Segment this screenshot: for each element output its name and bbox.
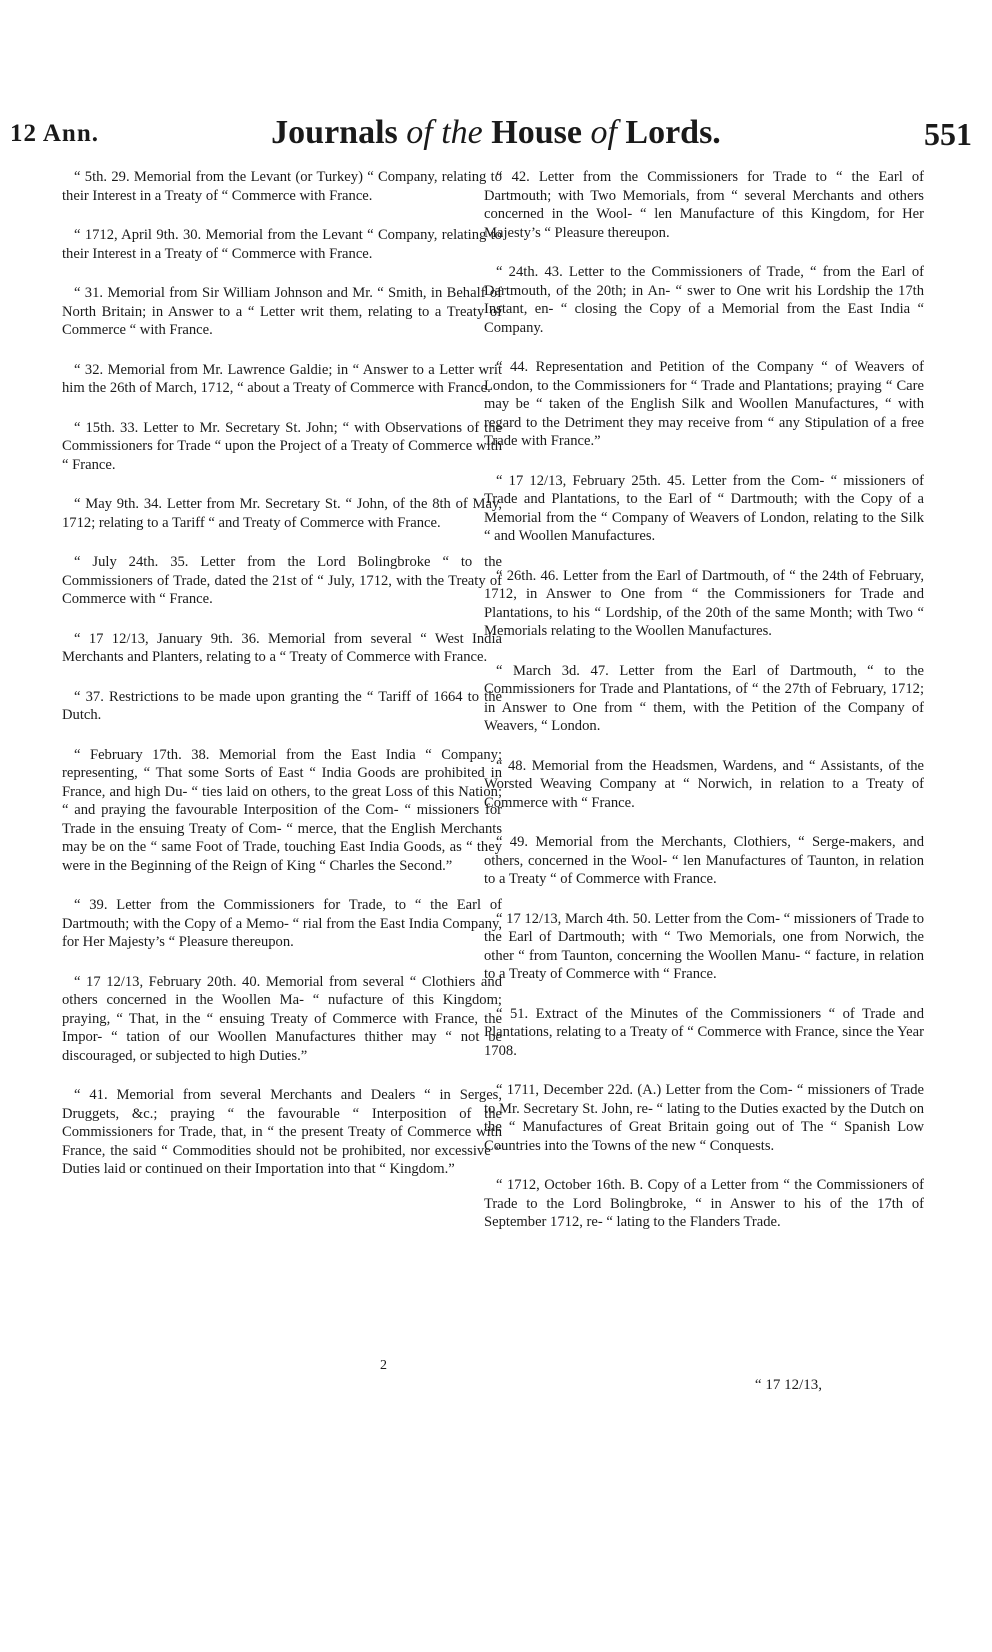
journal-entry: “ July 24th. 35. Letter from the Lord Bolingbroke “ to the Commissioners of Trade, dated the 21st of “ July, 1712, with the Treaty of Commerce with “ France. (62, 554, 502, 607)
journal-entry: “ 1712, April 9th. 30. Memorial from the Levant “ Company, relating to their Interest in a Treaty of “ Commerce with France. (62, 227, 502, 262)
journal-entry: “ 17 12/13, March 4th. 50. Letter from the Com- “ missioners of Trade to the Earl of Dartmouth; with “ Two Memorials, one from Norwich, the other “ from Taunton, concerning the Woollen Manu- “ facture, in relation to a Treaty of Commerce with “ France. (484, 910, 924, 982)
journal-entry: “ 1712, October 16th. B. Copy of a Letter from “ the Commissioners of Trade to the Lord Bolingbroke, “ in Answer to his of the 17th of September 1712, re- “ lating to the Flanders Trade. (484, 1177, 924, 1230)
journal-entry: “ 49. Memorial from the Merchants, Clothiers, “ Serge-makers, and others, concerned in the Wool- “ len Manufactures of Taunton, in relation to a Treaty “ of Commerce with France. (484, 834, 924, 887)
journal-entry: “ 32. Memorial from Mr. Lawrence Galdie; in “ Answer to a Letter writ him the 26th of March, 1712, “ about a Treaty of Commerce with France. (62, 361, 502, 396)
journal-title (0, 114, 992, 152)
journal-entry: “ 26th. 46. Letter from the Earl of Dartmouth, of “ the 24th of February, 1712, in Answer to One from “ the Commissioners for Trade and Plantations, to his “ Lordship, of the 20th of the same Month; with Two “ Memorials relating to the Woollen Manufactures. (484, 567, 924, 639)
page-number: 551 (924, 116, 972, 152)
catchword: “ 17 12/13, (754, 1377, 822, 1393)
right-column (484, 168, 924, 1253)
journal-entry: “ 44. Representation and Petition of the Company “ of Weavers of London, to the Commissioners for “ Trade and Plantations; praying “ Care may be “ taken of the English Silk and Woollen Manufactures, “ with regard to the Detriment they may receive from “ any Stipulation of a free Trade with France.” (484, 359, 924, 449)
journal-entry: “ 17 12/13, February 20th. 40. Memorial from several “ Clothiers and others concerned in the Woollen Ma- “ nufacture of this Kingdom; praying, “ That, in the “ ensuing Treaty of Commerce with France, the Impor- “ tation of our Woollen Manufactures thither may “ not be discouraged, or subjected to high Duties.” (62, 973, 502, 1064)
journal-entry: “ March 3d. 47. Letter from the Earl of Dartmouth, “ to the Commissioners for Trade and Plantations, of “ the 27th of February, 1712; in Answer to One from “ them, with the Petition of the Company of Weavers, “ London. (484, 662, 924, 734)
journal-entry: “ 51. Extract of the Minutes of the Commissioners “ of Trade and Plantations, relating to a Treaty of “ Commerce with France, since the Year 1708. (484, 1005, 924, 1059)
journal-entry: “ May 9th. 34. Letter from Mr. Secretary St. “ John, of the 8th of May, 1712; relating to a Tariff “ and Treaty of Commerce with France. (62, 496, 502, 531)
journal-entry: “ 24th. 43. Letter to the Commissioners of Trade, “ from the Earl of Dartmouth, of the 20th; in An- “ swer to One writ his Lordship the 17th Instant, en- “ closing the Copy of a Memorial from the East India “ Company. (484, 264, 924, 336)
journal-entry: “ 37. Restrictions to be made upon granting the “ Tariff of 1664 to the Dutch. (62, 688, 502, 723)
journal-entry: “ 41. Memorial from several Merchants and Dealers “ in Serges, Druggets, &c.; praying “ the favourable “ Interposition of the Commissioners for Trade, that, in “ the present Treaty of Commerce with France, the said “ Commodities should not be prohibited, nor excessive “ Duties laid or continued on their Importation into that “ Kingdom.” (62, 1087, 502, 1177)
title-part: of the (406, 114, 483, 151)
journal-entry: “ 42. Letter from the Commissioners for Trade to “ the Earl of Dartmouth; with Two Memorials, from “ several Merchants and others concerned in the Wool- “ len Manufacture of this Kingdom, for Her Majesty’s “ Pleasure thereupon. (484, 169, 924, 241)
title-part: Journals (271, 114, 398, 151)
journal-entry: “ 15th. 33. Letter to Mr. Secretary St. John; “ with Observations of the Commissioners for Trade “ upon the Project of a Treaty of Commerce with “ France. (62, 419, 502, 473)
journal-entry: “ 5th. 29. Memorial from the Levant (or Turkey) “ Company, relating to their Interest in a Treaty of “ Commerce with France. (62, 169, 502, 204)
journal-entry: “ 17 12/13, January 9th. 36. Memorial from several “ West India Merchants and Planters, relating to a “ Treaty of Commerce with France. (62, 630, 502, 665)
title-part: of (590, 114, 617, 151)
regnal-year: 12 Ann. (10, 120, 99, 147)
journal-entry: “ February 17th. 38. Memorial from the East India “ Company; representing, “ That some Sorts of East “ India Goods are prohibited in France, and high Du- “ ties laid on others, to the great Loss of this Nation; “ and praying the favourable Interposition of the Com- “ missioners for Trade in the ensuing Treaty of Com- “ merce, that the English Merchants may be on the “ same Foot of Trade, touching East India Goods, as “ they were in the Beginning of the Reign of King “ Charles the Second.” (62, 746, 502, 874)
journal-entry: “ 1711, December 22d. (A.) Letter from the Com- “ missioners of Trade to Mr. Secretary St. John, re- “ lating to the Duties exacted by the Dutch on the “ Manufactures of Great Britain going out of The “ Spanish Low Countries into the Towns of the new “ Conquests. (484, 1082, 924, 1154)
journal-entry: “ 17 12/13, February 25th. 45. Letter from the Com- “ missioners of Trade and Plantations, to the Earl of “ Dartmouth; with the Copy of a Memorial from the “ Company of Weavers of London, relating to the Silk “ and Woollen Manufactures. (484, 472, 924, 544)
title-part: House (491, 114, 582, 151)
journal-entry: “ 31. Memorial from Sir William Johnson and Mr. “ Smith, in Behalf of North Britain; in Answer to a “ Letter writ them, relating to a Treaty of Commerce “ with France. (62, 285, 502, 338)
journal-entry: “ 39. Letter from the Commissioners for Trade, to “ the Earl of Dartmouth; with the Copy of a Memo- “ rial from the East India Company, for Her Majesty’s “ Pleasure thereupon. (62, 897, 502, 950)
title-part: Lords. (625, 114, 721, 151)
signature-mark: 2 (380, 1358, 387, 1373)
page-header (0, 96, 992, 156)
journal-entry: “ 48. Memorial from the Headsmen, Wardens, and “ Assistants, of the Worsted Weaving Company at “ Norwich, in relation to a Treaty of Commerce with “ France. (484, 757, 924, 811)
left-column (62, 168, 502, 1200)
